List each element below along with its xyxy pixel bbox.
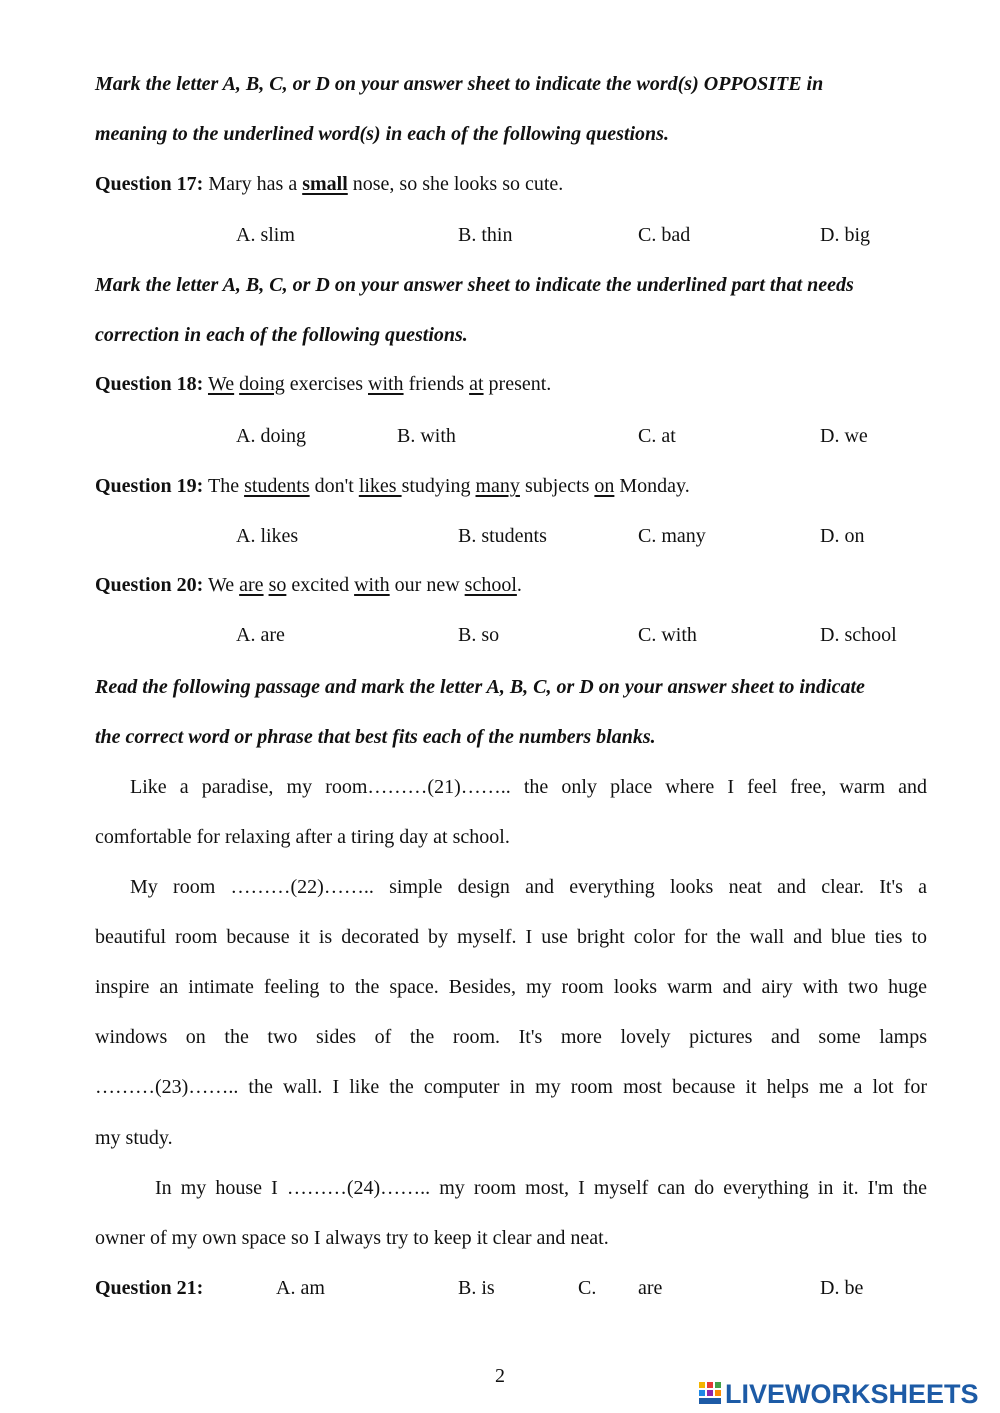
question-text: friends	[403, 373, 470, 395]
instruction-passage-line1: Read the following passage and mark the letter A, B, C, or D on your answer sheet to indicate	[95, 676, 865, 698]
question-text: Monday.	[614, 475, 690, 497]
question-text: nose, so she looks so cute.	[347, 173, 564, 195]
underlined-word: so	[268, 574, 287, 596]
question-20	[95, 572, 927, 598]
passage-p3-line2: owner of my own space so I always try to keep it clear and neat.	[95, 1227, 609, 1249]
underlined-word: on	[594, 475, 615, 497]
q18-option-b[interactable]: B. with	[397, 425, 456, 447]
liveworksheets-logo[interactable]	[698, 1380, 979, 1408]
underlined-word: We	[207, 373, 235, 395]
underlined-word: small	[302, 173, 348, 195]
passage-p2-line5: ………(23)…….. the wall. I like the computer in my room most because it helps me a lot for	[95, 1076, 927, 1098]
passage-p2-line6: my study.	[95, 1127, 173, 1149]
question-text: excited	[286, 574, 355, 596]
q17-option-a[interactable]: A. slim	[236, 224, 295, 246]
q21-option-d[interactable]: D. be	[820, 1277, 864, 1299]
question-text: our new	[389, 574, 465, 596]
question-text: subjects	[519, 475, 595, 497]
q20-option-c[interactable]: C. with	[638, 624, 697, 646]
liveworksheets-icon	[698, 1381, 722, 1407]
question-17	[95, 171, 927, 197]
logo-text: LIVEWORKSHEETS	[725, 1378, 979, 1409]
q18-option-d[interactable]: D. we	[820, 425, 868, 447]
question-text: Mary has a	[203, 173, 303, 195]
question-label: Question 20:	[95, 574, 204, 596]
instruction-correction-line2: correction in each of the following questions.	[95, 324, 468, 346]
q21-option-b[interactable]: B. is	[458, 1277, 495, 1299]
q17-option-b[interactable]: B. thin	[458, 224, 513, 246]
underlined-word: doing	[239, 373, 285, 395]
instruction-opposite-line1: Mark the letter A, B, C, or D on your answer sheet to indicate the word(s) OPPOSITE in	[95, 73, 824, 95]
question-text: exercises	[284, 373, 368, 395]
q21-option-a[interactable]: A. am	[276, 1277, 325, 1299]
passage-p1-line1: Like a paradise, my room………(21)…….. the only place where I feel free, warm and	[130, 776, 927, 798]
passage-p2-line3: inspire an intimate feeling to the space. Besides, my room looks warm and airy with two huge	[95, 976, 927, 998]
question-text: We	[203, 574, 240, 596]
instruction-opposite-line2: meaning to the underlined word(s) in each of the following questions.	[95, 123, 669, 145]
passage-p3-line1: In my house I ………(24)…….. my room most, I myself can do everything in it. I'm the	[155, 1177, 927, 1199]
instruction-passage-line2: the correct word or phrase that best fits each of the numbers blanks.	[95, 726, 656, 748]
passage-p2-line2: beautiful room because it is decorated by myself. I use bright color for the wall and blue ties to	[95, 926, 927, 948]
passage-p2-line4: windows on the two sides of the room. It's more lovely pictures and some lamps	[95, 1026, 927, 1048]
question-19	[95, 473, 927, 499]
question-text: studying	[401, 475, 476, 497]
q19-option-b[interactable]: B. students	[458, 525, 547, 547]
q18-option-a[interactable]: A. doing	[236, 425, 306, 447]
q20-option-a[interactable]: A. are	[236, 624, 285, 646]
question-text: .	[516, 574, 522, 596]
question-18	[95, 371, 927, 397]
underlined-word: students	[244, 475, 310, 497]
q17-option-d[interactable]: D. big	[820, 224, 870, 246]
question-text: The	[203, 475, 245, 497]
q20-option-d[interactable]: D. school	[820, 624, 897, 646]
question-label: Question 19:	[95, 475, 204, 497]
question-text: present.	[483, 373, 552, 395]
underlined-word: school	[464, 574, 517, 596]
instruction-correction-line1: Mark the letter A, B, C, or D on your answer sheet to indicate the underlined part that needs	[95, 274, 854, 296]
question-21	[95, 1275, 927, 1301]
underlined-word: many	[475, 475, 520, 497]
question-label: Question 17:	[95, 173, 204, 195]
underlined-word: with	[368, 373, 404, 395]
q21-option-c-letter[interactable]: C.	[578, 1277, 597, 1299]
q19-option-c[interactable]: C. many	[638, 525, 706, 547]
question-label: Question 21:	[95, 1277, 204, 1299]
q21-option-c-text[interactable]: are	[638, 1277, 663, 1299]
q18-option-c[interactable]: C. at	[638, 425, 676, 447]
underlined-word: with	[354, 574, 390, 596]
page-number: 2	[495, 1365, 505, 1387]
passage-p1-line2: comfortable for relaxing after a tiring day at school.	[95, 826, 510, 848]
underlined-word: at	[469, 373, 484, 395]
underlined-word: likes	[358, 475, 402, 497]
q17-option-c[interactable]: C. bad	[638, 224, 691, 246]
question-label: Question 18:	[95, 373, 204, 395]
passage-p2-line1: My room ………(22)…….. simple design and everything looks neat and clear. It's a	[130, 876, 927, 898]
question-text: don't	[309, 475, 359, 497]
q19-option-d[interactable]: D. on	[820, 525, 865, 547]
q19-option-a[interactable]: A. likes	[236, 525, 299, 547]
q20-option-b[interactable]: B. so	[458, 624, 500, 646]
underlined-word: are	[239, 574, 264, 596]
